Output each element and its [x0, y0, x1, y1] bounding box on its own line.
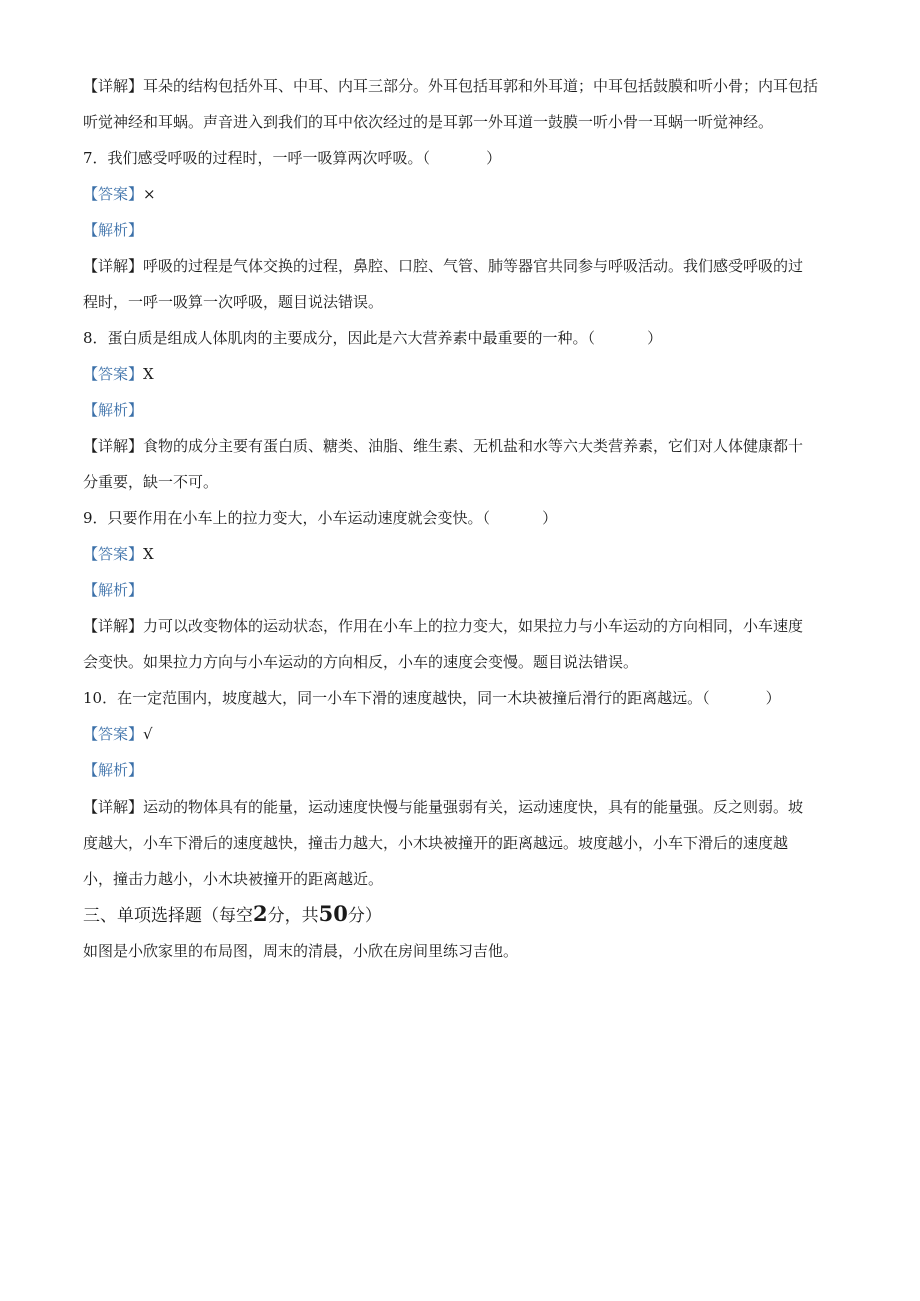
- q10-question: [83, 688, 781, 708]
- q8-answer: [83, 364, 154, 384]
- section-total: 50: [318, 901, 348, 926]
- detail-tag: 【详解】: [83, 617, 144, 635]
- answer-value: √: [143, 725, 153, 743]
- q9-answer: [83, 544, 154, 564]
- paren-close: ）: [542, 509, 558, 527]
- q10-analysis: [83, 760, 143, 780]
- paren-close: ）: [486, 149, 502, 167]
- section-3-intro: [83, 941, 518, 961]
- analysis-tag: 【解析】: [83, 401, 144, 419]
- detail-text: 食物的成分主要有蛋白质、糖类、油脂、维生素、无机盐和水等六大类营养素，它们对人体健康都十: [143, 437, 804, 455]
- detail-text: 力可以改变物体的运动状态，作用在小车上的拉力变大，如果拉力与小车运动的方向相同，小车速度: [143, 617, 804, 635]
- q9-question: [83, 508, 557, 528]
- answer-value: X: [143, 365, 154, 383]
- q7-detail-line-1: [83, 256, 803, 276]
- question-number: 8: [83, 329, 93, 347]
- section-title-mid: 分，共: [267, 906, 319, 926]
- section-per-blank: 2: [253, 901, 268, 926]
- section-3-title: [83, 902, 382, 928]
- q7-analysis: [83, 220, 143, 240]
- q10-answer: [83, 724, 153, 744]
- analysis-tag: 【解析】: [83, 581, 144, 599]
- detail-text: 运动的物体具有的能量，运动速度快慢与能量强弱有关，运动速度快，具有的能量强。反之则弱。坡: [143, 798, 804, 816]
- question-number: 7: [83, 149, 93, 167]
- detail-tag: 【详解】: [83, 798, 144, 816]
- q7-answer: [83, 184, 156, 204]
- q7-detail-line-2: [83, 292, 383, 312]
- answer-value: X: [143, 545, 154, 563]
- q10-detail-line-3: [83, 869, 383, 889]
- section-title-suffix: 分）: [347, 906, 382, 926]
- q9-detail-line-2: [83, 652, 638, 672]
- q8-detail-line-1: [83, 436, 803, 456]
- question-text: ．蛋白质是组成人体肌肉的主要成分，因此是六大营养素中最重要的一种。（: [92, 329, 596, 347]
- question-number: 9: [83, 509, 93, 527]
- question-text: ．我们感受呼吸的过程时，一呼一吸算两次呼吸。（: [92, 149, 431, 167]
- answer-tag: 【答案】: [83, 185, 144, 203]
- detail-tag: 【详解】: [83, 437, 144, 455]
- q9-detail-line-1: [83, 616, 803, 636]
- q7-question: [83, 148, 501, 168]
- analysis-tag: 【解析】: [83, 221, 144, 239]
- detail-text: 度越大，小车下滑后的速度越快，撞击力越大，小木块被撞开的距离越远。坡度越小，小车下滑后的速度越: [83, 834, 789, 852]
- q9-analysis: [83, 580, 143, 600]
- answer-value: ×: [143, 185, 156, 203]
- question-number: 10: [83, 689, 103, 707]
- paren-close: ）: [765, 689, 781, 707]
- question-text: ．只要作用在小车上的拉力变大，小车运动速度就会变快。（: [92, 509, 491, 527]
- detail-text: 程时，一呼一吸算一次呼吸，题目说法错误。: [83, 293, 384, 311]
- answer-tag: 【答案】: [83, 545, 144, 563]
- detail-tag: 【详解】: [83, 77, 144, 95]
- detail-text: 小，撞击力越小，小木块被撞开的距离越近。: [83, 870, 384, 888]
- q8-analysis: [83, 400, 143, 420]
- q10-detail-line-1: [83, 797, 803, 817]
- detail-text: 分重要，缺一不可。: [83, 473, 219, 491]
- paren-close: ）: [647, 329, 663, 347]
- question-text: ．在一定范围内，坡度越大，同一小车下滑的速度越快，同一木块被撞后滑行的距离越远。（: [102, 689, 710, 707]
- answer-tag: 【答案】: [83, 725, 144, 743]
- section-title-prefix: 三、单项选择题（每空: [83, 906, 253, 926]
- detail-text: 会变快。如果拉力方向与小车运动的方向相反，小车的速度会变慢。题目说法错误。: [83, 653, 639, 671]
- detail-tag: 【详解】: [83, 257, 144, 275]
- q8-question: [83, 328, 662, 348]
- q6-detail-line-2: [83, 112, 773, 132]
- analysis-tag: 【解析】: [83, 761, 144, 779]
- q8-detail-line-2: [83, 472, 218, 492]
- answer-tag: 【答案】: [83, 365, 144, 383]
- q6-detail-line-1: [83, 76, 818, 96]
- q10-detail-line-2: [83, 833, 788, 853]
- detail-text: 呼吸的过程是气体交换的过程，鼻腔、口腔、气管、肺等器官共同参与呼吸活动。我们感受呼吸的过: [143, 257, 804, 275]
- detail-text: 听觉神经和耳蜗。声音进入到我们的耳中依次经过的是耳郭一外耳道一鼓膜一听小骨一耳蜗一听觉神经。: [83, 113, 774, 131]
- intro-text: 如图是小欣家里的布局图，周末的清晨，小欣在房间里练习吉他。: [83, 942, 519, 960]
- detail-text: 耳朵的结构包括外耳、中耳、内耳三部分。外耳包括耳郭和外耳道；中耳包括鼓膜和听小骨；内耳包括: [143, 77, 819, 95]
